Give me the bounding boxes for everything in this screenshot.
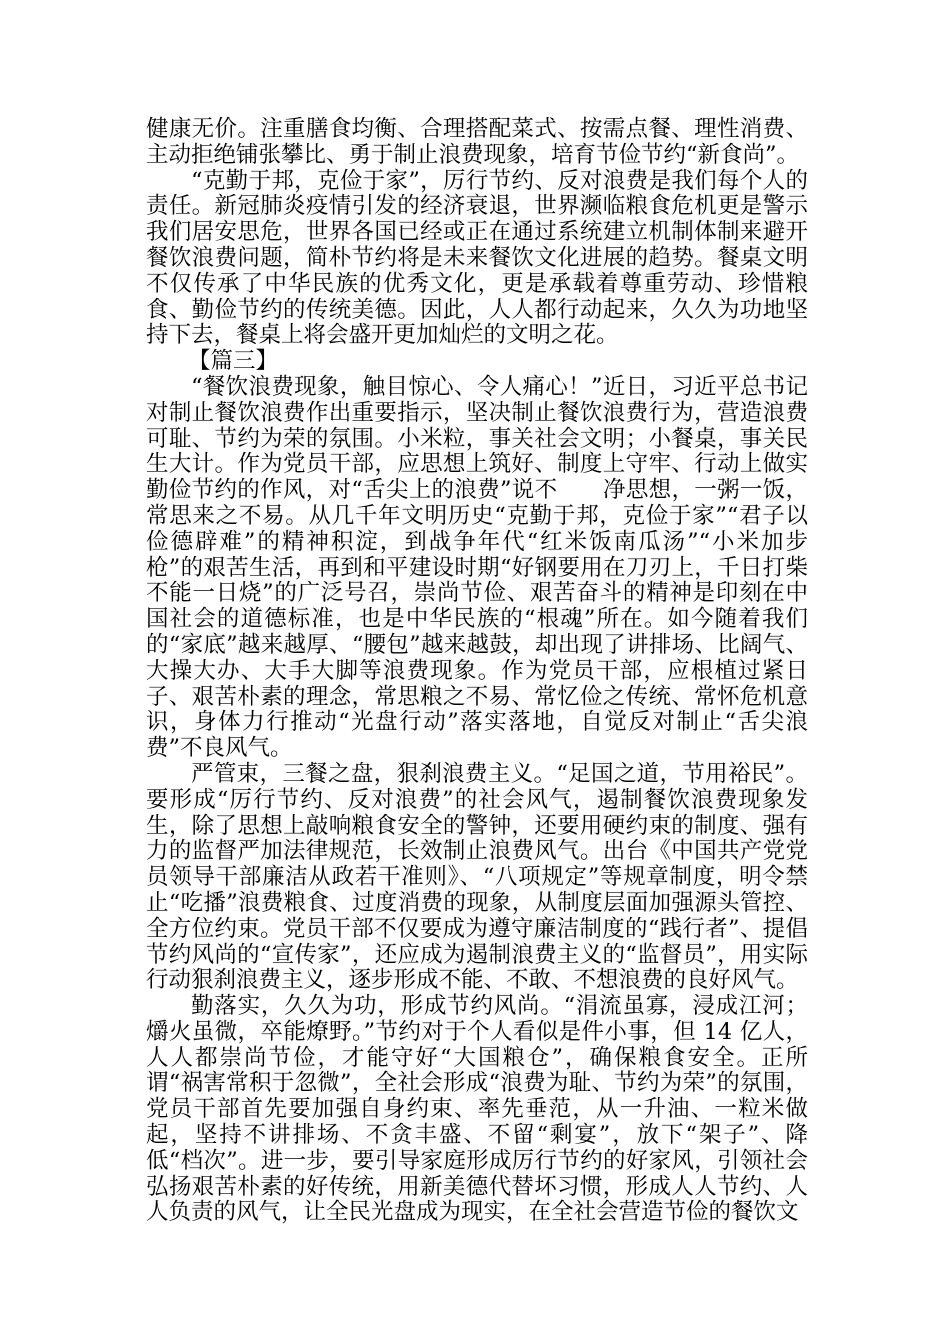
paragraph-implementation: 勤落实，久久为功，形成节约风尚。“涓流虽寡，浸成江河；爝火虽微，卒能燎野。”节约对于个人看似是件小事，但 14 亿人，人人都崇尚节俭，才能守好“大国粮仓”，确保粮食安全。正所谓“祸害常积于忽微”，全社会形成“浪费为耻、节约为荣”的氛围，党员干部首先要加强自身约束、率先垂范，从一升油、一粒米做起，坚持不讲排场、不贪丰盛、不留“剩宴”，放下“架子”、降低“档次”。进一步，要引导家庭形成厉行节约的好家风，引领社会弘扬艰苦朴素的好传统，用新美德代替坏习惯，形成人人节约、人人负责的风气，让全民光盘成为现实，在全社会营造节俭的餐饮文 <box>146 993 808 1226</box>
paragraph-thrift-responsibility: “克勤于邦，克俭于家”，厉行节约、反对浪费是我们每个人的责任。新冠肺炎疫情引发的经济衰退，世界濒临粮食危机更是警示我们居安思危，世界各国已经或正在通过系统建立机制体制来避开餐饮浪费问题，简朴节约将是未来餐饮文化进展的趋势。餐桌文明不仅传承了中华民族的优秀文化，更是承载着尊重劳动、珍惜粮食、勤俭节约的传统美德。因此，人人都行动起来，久久为功地坚持下去，餐桌上将会盛开更加灿烂的文明之花。 <box>146 167 808 349</box>
document-page <box>146 117 808 1226</box>
paragraph-stop-food-waste: “餐饮浪费现象，触目惊心、令人痛心！”近日，习近平总书记对制止餐饮浪费作出重要指示，坚决制止餐饮浪费行为，营造浪费可耻、节约为荣的氛围。小米粒，事关社会文明；小餐桌，事关民生大计。作为党员干部，应思想上筑好、制度上守牢、行动上做实勤俭节约的作风，对“舌尖上的浪费”说不 净思想，一粥一饭，常思来之不易。从几千年文明历史“克勤于邦，克俭于家”“君子以俭德辟难”的精神积淀，到战争年代“红米饭南瓜汤”“小米加步枪”的艰苦生活，再到和平建设时期“好钢要用在刀刃上，千日打柴不能一日烧”的广泛号召，崇尚节俭、艰苦奋斗的精神是印刻在中国社会的道德标准，也是中华民族的“根魂”所在。如今随着我们的“家底”越来越厚、“腰包”越来越鼓，却出现了讲排场、比阔气、大操大办、大手大脚等浪费现象。作为党员干部，应根植过紧日子、艰苦朴素的理念，常思粮之不易、常忆俭之传统、常怀危机意识，身体力行推动“光盘行动”落实落地，自觉反对制止“舌尖浪费”不良风气。 <box>146 373 808 762</box>
paragraph-strict-control: 严管束，三餐之盘，狠刹浪费主义。“足国之道，节用裕民”。要形成“厉行节约、反对浪费”的社会风气，遏制餐饮浪费现象发生，除了思想上敲响粮食安全的警钟，还要用硬约束的制度、强有力的监督严加法律规范，长效制止浪费风气。出台《中国共产党党员领导干部廉洁从政若干准则》、“八项规定”等规章制度，明令禁止“吃播”浪费粮食、过度消费的现象，从制度层面加强源头管控、全方位约束。党员干部不仅要成为遵守廉洁制度的“践行者”、提倡节约风尚的“宣传家”，还应成为遏制浪费主义的“监督员”，用实际行动狠刹浪费主义，逐步形成不能、不敢、不想浪费的良好风气。 <box>146 760 808 994</box>
section-heading: 【篇三】 <box>188 348 279 375</box>
paragraph-continuation: 健康无价。注重膳食均衡、合理搭配菜式、按需点餐、理性消费、主动拒绝铺张攀比、勇于制止浪费现象，培育节俭节约“新食尚”。 <box>146 116 808 168</box>
